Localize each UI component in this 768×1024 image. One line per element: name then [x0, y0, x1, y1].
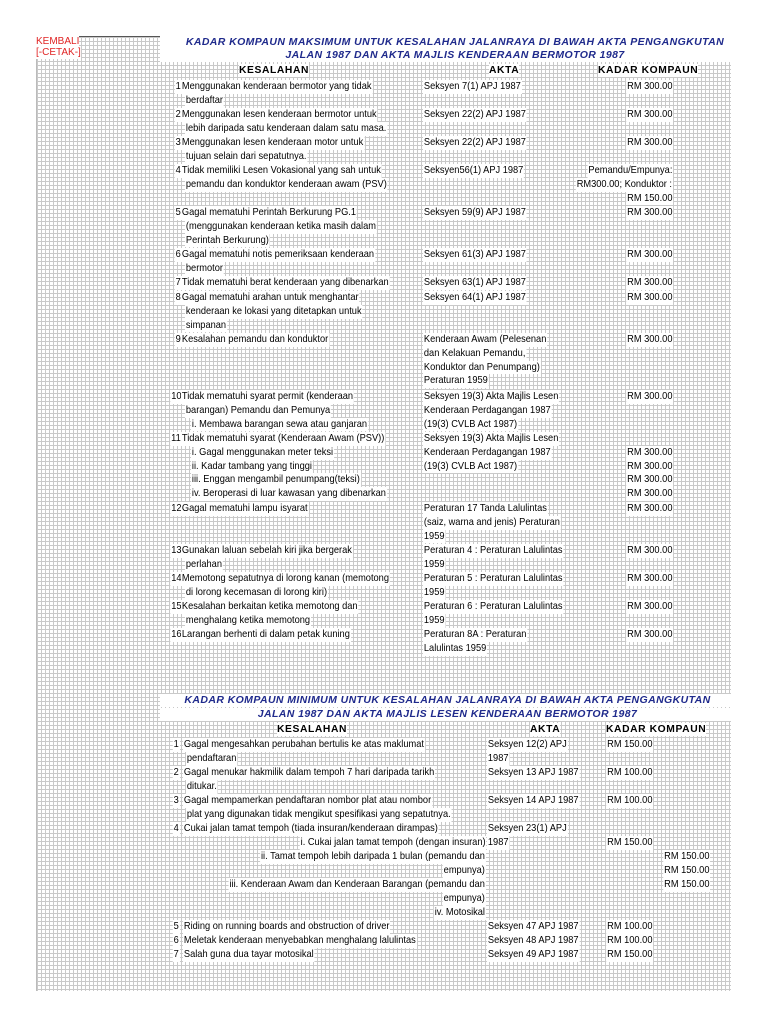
max-row-kesalahan: i. Membawa barangan sewa atau ganjaran: [191, 418, 368, 430]
min-row-kesalahan: Cukai jalan tamat tempoh (tiada insuran/kenderaan dirampas): [183, 823, 438, 834]
max-row-kadar: RM 300.00: [626, 81, 673, 92]
max-row-akta: Peraturan 8A : Peraturan: [423, 629, 527, 640]
max-row-kadar: RM 300.00: [626, 573, 673, 584]
min-row-kesalahan: plat yang digunakan tidak mengikut spesifikasi yang sepatutnya.: [186, 808, 451, 820]
max-row-number: 13: [170, 545, 182, 556]
max-row-kesalahan: simpanan: [185, 319, 227, 331]
max-row-akta: Peraturan 17 Tanda Lalulintas: [423, 503, 547, 514]
max-row-akta: 1959: [423, 530, 445, 542]
min-row-kesalahan: Riding on running boards and obstruction of driver: [183, 921, 390, 932]
max-row-akta: Seksyen 61(3) APJ 1987: [423, 249, 526, 260]
min-row-akta: Seksyen 12(2) APJ: [487, 739, 567, 750]
min-table-title-line1: KADAR KOMPAUN MINIMUM UNTUK KESALAHAN JALANRAYA DI BAWAH AKTA PENGANGKUTAN: [160, 694, 735, 707]
max-row-kesalahan: bermotor: [185, 262, 223, 274]
max-row-kesalahan: Menggunakan kenderaan bermotor yang tidak: [181, 81, 372, 92]
max-row-kesalahan: Tidak memiliki Lesen Vokasional yang sah untuk: [181, 165, 381, 176]
max-row-kadar: RM 300.00: [626, 503, 673, 514]
max-row-kadar: RM 300.00: [626, 277, 673, 288]
max-row-akta: Seksyen 64(1) APJ 1987: [423, 292, 526, 303]
max-col-akta: AKTA: [489, 65, 520, 76]
min-row-kesalahan: Gagal menukar hakmilik dalam tempoh 7 hari daripada tarikh: [183, 767, 435, 778]
max-row-number: 11: [171, 433, 182, 444]
max-row-kesalahan: Menggunakan lesen kenderaan bermotor untuk: [181, 109, 377, 120]
min-row4-sub-ii-kadar2: RM 150.00: [663, 865, 710, 876]
max-row-kesalahan: Perintah Berkurung): [185, 234, 269, 246]
min-row-kesalahan: Salah guna dua tayar motosikal: [183, 949, 314, 960]
max-col-kesalahan: KESALAHAN: [239, 65, 310, 76]
max-table-title-line2: JALAN 1987 DAN AKTA MAJLIS KENDERAAN BERMOTOR 1987: [160, 49, 750, 62]
max-row-kadar: RM 300.00: [626, 292, 673, 303]
max-row-kesalahan: menghalang ketika memotong: [185, 614, 311, 626]
max-row-kesalahan: Menggunakan lesen kenderaan motor untuk: [181, 137, 364, 148]
max-row-akta: Lalulintas 1959: [423, 642, 487, 654]
max-row-akta: Seksyen 7(1) APJ 1987: [423, 81, 521, 92]
max-row-akta: Kenderaan Awam (Pelesenan: [423, 334, 547, 345]
min-row-number: 2: [173, 767, 180, 778]
max-row-akta: (19(3) CVLB Act 1987): [423, 418, 518, 430]
min-row4-sub-iii: iii. Kenderaan Awam dan Kenderaan Barangan (pemandu dan: [229, 879, 486, 890]
max-row-kesalahan: tujuan selain dari sepatutnya.: [185, 150, 307, 162]
max-row-kadar: RM 300.00: [626, 601, 673, 612]
cetak-link[interactable]: [-CETAK-]: [36, 47, 81, 58]
max-row-number: 12: [170, 503, 182, 514]
min-row4-sub-iii-cont: empunya): [443, 893, 486, 904]
min-col-akta: AKTA: [530, 724, 561, 735]
max-row-kesalahan: barangan) Pemandu dan Pemunya: [185, 404, 331, 416]
min-row-kesalahan: ditukar.: [186, 780, 217, 792]
max-row-kesalahan: berdaftar: [185, 94, 223, 106]
max-row-kesalahan: Gagal mematuhi arahan untuk menghantar: [181, 292, 359, 303]
kembali-link[interactable]: KEMBALI: [36, 36, 80, 47]
max-row-kesalahan: Gagal mematuhi notis pemeriksaan kenderaan: [181, 249, 375, 260]
min-row4-sub-ii: ii. Tamat tempoh lebih daripada 1 bulan (pemandu dan: [261, 851, 486, 862]
max-row-kadar: RM 300.00: [626, 545, 673, 556]
max-row-number: 5: [175, 207, 182, 218]
max-row-kesalahan: di lorong kecemasan di lorong kiri): [185, 586, 328, 598]
min-row-akta: Seksyen 13 APJ 1987: [487, 767, 579, 778]
max-row-kesalahan: Tidak mematuhi syarat permit (kenderaan: [181, 391, 354, 402]
min-row-kadar: RM 150.00: [606, 739, 653, 750]
max-row-kesalahan: iii. Enggan mengambil penumpang(teksi): [191, 474, 360, 486]
max-row-kadar: Pemandu/Empunya:: [588, 165, 673, 176]
max-row-number: 9: [175, 334, 182, 345]
min-col-kesalahan: KESALAHAN: [277, 724, 348, 735]
max-row-kesalahan: Memotong sepatutnya di lorong kanan (memotong: [181, 573, 389, 584]
min-row-akta: Seksyen 23(1) APJ: [487, 823, 567, 834]
max-row-kesalahan: ii. Kadar tambang yang tinggi: [191, 460, 312, 472]
min-row4-sub-i: i. Cukai jalan tamat tempoh (dengan insuran): [300, 837, 486, 848]
max-row-akta: 1959: [423, 558, 445, 570]
max-row-akta: Kenderaan Perdagangan 1987: [423, 446, 551, 458]
min-row-akta: Seksyen 48 APJ 1987: [487, 935, 579, 946]
max-row-kadar: RM 300.00: [626, 474, 673, 486]
min-row-kesalahan: pendaftaran: [186, 752, 237, 764]
min-row-kadar: RM 100.00: [606, 795, 653, 806]
max-row-akta: Peraturan 4 : Peraturan Lalulintas: [423, 545, 563, 556]
min-row4-sub-ii-cont: empunya): [443, 865, 486, 876]
max-row-kadar: RM 300.00: [626, 488, 673, 500]
min-row-number: 4: [173, 823, 180, 834]
min-row4-sub-iv: iv. Motosikal: [434, 907, 486, 918]
max-row-number: 14: [170, 573, 182, 584]
max-row-akta: Seksyen 63(1) APJ 1987: [423, 277, 526, 288]
max-row-number: 1: [175, 81, 182, 92]
max-row-kesalahan: perlahan: [185, 558, 222, 570]
max-row-akta: Peraturan 1959: [423, 375, 488, 387]
max-row-kadar: RM 300.00: [626, 109, 673, 120]
max-row-kesalahan: Kesalahan pemandu dan konduktor: [181, 334, 329, 345]
max-row-number: 4: [175, 165, 182, 176]
min-row-number: 6: [173, 935, 180, 946]
max-row-kesalahan: Tidak mematuhi berat kenderaan yang dibenarkan: [181, 277, 389, 288]
min-row-kesalahan: Gagal mempamerkan pendaftaran nombor plat atau nombor: [183, 795, 432, 806]
max-row-kadar: RM 150.00: [626, 192, 673, 204]
min-row-akta: Seksyen 14 APJ 1987: [487, 795, 579, 806]
min-row-kadar: RM 150.00: [606, 836, 653, 848]
max-col-kadar: KADAR KOMPAUN: [598, 65, 699, 76]
max-row-number: 6: [175, 249, 182, 260]
max-row-akta: Kenderaan Perdagangan 1987: [423, 404, 551, 416]
max-row-akta: (saiz, warna and jenis) Peraturan: [423, 516, 560, 528]
min-row-number: 3: [173, 795, 180, 806]
min-row-number: 7: [173, 949, 180, 960]
max-row-kesalahan: pemandu dan konduktor kenderaan awam (PSV): [185, 178, 387, 190]
max-row-kesalahan: Kesalahan berkaitan ketika memotong dan: [181, 601, 358, 612]
max-table-title-line1: KADAR KOMPAUN MAKSIMUM UNTUK KESALAHAN JALANRAYA DI BAWAH AKTA PENGANGKUTAN: [160, 36, 750, 49]
max-row-akta: Peraturan 6 : Peraturan Lalulintas: [423, 601, 563, 612]
max-row-number: 8: [175, 292, 182, 303]
max-row-kesalahan: iv. Beroperasi di luar kawasan yang dibenarkan: [191, 488, 386, 500]
max-row-kesalahan: (menggunakan kenderaan ketika masih dalam: [185, 220, 376, 232]
max-row-number: 3: [175, 137, 182, 148]
max-row-akta: 1959: [423, 614, 445, 626]
max-row-kadar: RM300.00; Konduktor :: [576, 178, 673, 190]
max-row-akta: Seksyen 22(2) APJ 1987: [423, 137, 526, 148]
max-row-kesalahan: Larangan berhenti di dalam petak kuning: [181, 629, 350, 640]
min-row-akta: Seksyen 49 APJ 1987: [487, 949, 579, 960]
max-row-kesalahan: Gagal mematuhi Perintah Berkurung PG.1: [181, 207, 357, 218]
max-row-number: 10: [170, 391, 182, 402]
max-row-number: 2: [175, 109, 182, 120]
max-row-number: 16: [170, 629, 182, 640]
max-row-kadar: RM 300.00: [626, 446, 673, 458]
max-row-akta: Konduktor dan Penumpang): [423, 361, 540, 373]
min-row-kadar: RM 100.00: [606, 921, 653, 932]
max-row-kesalahan: lebih daripada satu kenderaan dalam satu masa.: [185, 122, 387, 134]
min-row-akta: 1987: [487, 752, 509, 764]
max-row-akta: dan Kelakuan Pemandu,: [423, 347, 526, 359]
max-row-akta: Peraturan 5 : Peraturan Lalulintas: [423, 573, 563, 584]
min-table-title-line2: JALAN 1987 DAN AKTA MAJLIS LESEN KENDERAAN BERMOTOR 1987: [160, 708, 735, 721]
max-row-kadar: RM 300.00: [626, 207, 673, 218]
max-row-akta: Seksyen56(1) APJ 1987: [423, 165, 524, 176]
max-row-kesalahan: Gunakan laluan sebelah kiri jika bergerak: [181, 545, 352, 556]
max-row-kadar: RM 300.00: [626, 137, 673, 148]
min-row-akta: Seksyen 47 APJ 1987: [487, 921, 579, 932]
min-row-akta: 1987: [487, 836, 509, 848]
max-row-kadar: RM 300.00: [626, 391, 673, 402]
max-row-akta: (19(3) CVLB Act 1987): [423, 460, 518, 472]
min-row-number: 5: [173, 921, 180, 932]
max-row-number: 7: [175, 277, 182, 288]
min-row-kesalahan: Gagal mengesahkan perubahan bertulis ke atas maklumat: [183, 739, 424, 750]
min-row4-sub-iii-kadar: RM 150.00: [663, 879, 710, 890]
max-row-akta: Seksyen 19(3) Akta Majlis Lesen: [423, 391, 559, 402]
max-row-akta: 1959: [423, 586, 445, 598]
min-row-kadar: RM 100.00: [606, 767, 653, 778]
max-row-kadar: RM 300.00: [626, 629, 673, 640]
max-row-akta: Seksyen 22(2) APJ 1987: [423, 109, 526, 120]
max-row-kesalahan: Tidak mematuhi syarat (Kenderaan Awam (PSV)): [181, 433, 385, 444]
max-row-kesalahan: kenderaan ke lokasi yang ditetapkan untuk: [185, 305, 362, 317]
min-row-kesalahan: Meletak kenderaan menyebabkan menghalang lalulintas: [183, 935, 416, 946]
max-row-kesalahan: i. Gagal menggunakan meter teksi: [191, 446, 334, 458]
min-col-kadar: KADAR KOMPAUN: [606, 724, 707, 735]
max-row-number: 15: [170, 601, 182, 612]
min-row4-sub-ii-kadar: RM 150.00: [663, 851, 710, 862]
max-row-kadar: RM 300.00: [626, 249, 673, 260]
min-row-kadar: RM 150.00: [606, 949, 653, 960]
max-row-akta: Seksyen 19(3) Akta Majlis Lesen: [423, 433, 559, 444]
min-row-kadar: RM 100.00: [606, 935, 653, 946]
min-row-number: 1: [173, 739, 180, 750]
max-row-akta: Seksyen 59(9) APJ 1987: [423, 207, 526, 218]
max-row-kadar: RM 300.00: [626, 460, 673, 472]
max-row-kadar: RM 300.00: [626, 334, 673, 345]
max-row-kesalahan: Gagal mematuhi lampu isyarat: [181, 503, 308, 514]
